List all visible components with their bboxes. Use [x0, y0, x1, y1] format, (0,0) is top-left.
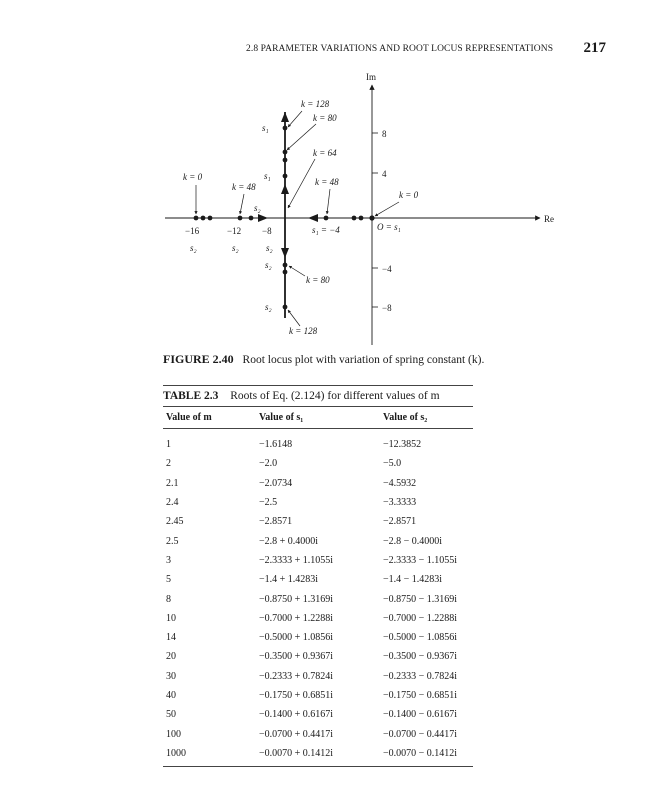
point-k80-top — [283, 150, 288, 155]
label-k48-left: k = 48 — [232, 182, 256, 192]
roots-table-container — [163, 385, 473, 767]
label-k80-top: k = 80 — [313, 113, 337, 123]
header-s1: Value of s₁ — [259, 407, 383, 429]
table-row — [163, 493, 473, 512]
imag-axis-label: Im — [366, 72, 376, 82]
table-title — [163, 385, 473, 406]
s1-value: −2.0 — [259, 458, 278, 470]
header-m: Value of m — [163, 407, 259, 429]
point-re-3 — [208, 216, 213, 221]
figure-caption-text: Root locus plot with variation of spring constant (k). — [242, 354, 485, 366]
leader-k128-bottom — [288, 310, 300, 326]
label-s1-eq: s₁ = −4 — [312, 225, 340, 235]
re-arrow-left — [308, 214, 318, 222]
point-re-1 — [194, 216, 199, 221]
m-value: 2 — [166, 458, 171, 470]
table-row — [163, 551, 473, 570]
table-row — [163, 724, 473, 743]
s1-value: −1.6148 — [259, 439, 293, 451]
label-k80-bottom: k = 80 — [306, 275, 330, 285]
section-title: 2.8 PARAMETER VARIATIONS AND ROOT LOCUS REPRESENTATIONS — [246, 44, 554, 54]
s2-value: −2.8 − 0.4000i — [383, 535, 443, 547]
point-re-7 — [352, 216, 357, 221]
s2-value: −0.1400 − 0.6167i — [383, 709, 458, 721]
roots-table — [163, 406, 473, 767]
m-value: 2.5 — [166, 535, 179, 547]
s2-label-upper: s₂ — [254, 203, 261, 213]
s2-value: −0.8750 − 1.3169i — [383, 593, 458, 605]
s2-label-bottom: s₂ — [265, 302, 272, 312]
table-row — [163, 429, 473, 455]
real-axis-label: Re — [544, 214, 554, 224]
s2-value: −5.0 — [383, 458, 402, 470]
s2-label-left-1: s₂ — [190, 243, 197, 253]
leader-k80-top — [287, 124, 316, 150]
table-row — [163, 744, 473, 767]
label-k48-right: k = 48 — [315, 177, 339, 187]
tick-label-neg16: −16 — [185, 226, 200, 236]
tick-label-4: 4 — [382, 169, 387, 179]
label-k0-left: k = 0 — [183, 172, 203, 182]
page-number: 217 — [583, 40, 606, 56]
point-k128-lower — [283, 305, 288, 310]
m-value: 1 — [166, 439, 171, 451]
table-header-row — [163, 407, 473, 429]
s2-value: −0.5000 − 1.0856i — [383, 632, 458, 644]
point-origin — [369, 215, 374, 220]
point-re-2 — [201, 216, 206, 221]
m-value: 20 — [166, 651, 176, 663]
leader-k64 — [288, 159, 315, 208]
point-k64-upper — [283, 158, 288, 163]
s2-value: −0.2333 − 0.7824i — [383, 670, 458, 682]
table-title-text: Roots of Eq. (2.124) for different values of m — [230, 390, 440, 402]
s2-value: −0.0070 − 0.1412i — [383, 747, 458, 759]
table-row — [163, 589, 473, 608]
leader-k80-bottom — [289, 266, 305, 276]
point-k80-lower — [283, 263, 288, 268]
s1-value: −0.8750 + 1.3169i — [259, 593, 334, 605]
m-value: 2.1 — [166, 477, 179, 489]
root-locus-plot — [0, 0, 645, 345]
s2-label-left-2: s₂ — [232, 243, 239, 253]
table-row — [163, 531, 473, 550]
s1-value: −0.2333 + 0.7824i — [259, 670, 334, 682]
s1-label-top: s₁ — [262, 123, 269, 133]
m-value: 100 — [166, 728, 181, 740]
s1-value: −2.0734 — [259, 477, 293, 489]
m-value: 30 — [166, 670, 176, 682]
s2-value: −0.3500 − 0.9367i — [383, 651, 458, 663]
s1-value: −2.5 — [259, 497, 278, 509]
locus-arrow-down — [281, 248, 289, 258]
label-k0-right: k = 0 — [399, 190, 419, 200]
s2-value: −0.1750 − 0.6851i — [383, 690, 458, 701]
leader-k48-right — [327, 189, 330, 214]
locus-arrow-up — [281, 184, 289, 194]
s2-label-lower: s₂ — [265, 260, 272, 270]
label-origin-eq: O = s₁ — [377, 222, 401, 232]
s2-value: −12.3852 — [383, 439, 422, 451]
table-row — [163, 474, 473, 493]
point-re-8 — [359, 216, 364, 221]
table-row — [163, 454, 473, 473]
point-k80-lower-b — [283, 270, 288, 275]
m-value: 8 — [166, 593, 171, 605]
tick-label-re-neg8: −8 — [262, 226, 272, 236]
leader-k48-left — [240, 194, 244, 214]
s1-value: −0.0700 + 0.4417i — [259, 728, 334, 740]
leader-k0-right — [375, 202, 399, 216]
table-row — [163, 512, 473, 531]
s2-label-left-3: s₂ — [266, 243, 273, 253]
s1-value: −0.1400 + 0.6167i — [259, 709, 334, 721]
tick-label-neg8: −8 — [382, 303, 392, 313]
table-row — [163, 609, 473, 628]
s1-value: −0.1750 + 0.6851i — [259, 690, 334, 701]
s1-value: −2.8571 — [259, 516, 293, 528]
point-re-6 — [324, 216, 329, 221]
s2-value: −1.4 − 1.4283i — [383, 574, 443, 586]
table-row — [163, 705, 473, 724]
figure-caption — [163, 352, 484, 367]
point-re-4 — [238, 216, 243, 221]
m-value: 1000 — [166, 747, 186, 759]
s1-value: −1.4 + 1.4283i — [259, 574, 319, 586]
s1-value: −2.3333 + 1.1055i — [259, 554, 334, 566]
s2-value: −0.0700 − 0.4417i — [383, 728, 458, 740]
tick-label-neg4: −4 — [382, 264, 392, 274]
table-row — [163, 667, 473, 686]
m-value: 10 — [166, 612, 176, 624]
s1-value: −0.5000 + 1.0856i — [259, 632, 334, 644]
s2-value: −0.7000 − 1.2288i — [383, 612, 458, 624]
figure-label: FIGURE 2.40 — [163, 352, 234, 366]
s1-value: −0.7000 + 1.2288i — [259, 612, 334, 624]
label-k64: k = 64 — [313, 148, 337, 158]
header-s2: Value of s₂ — [383, 407, 473, 429]
point-re-5 — [249, 216, 254, 221]
m-value: 14 — [166, 632, 176, 644]
tick-label-8: 8 — [382, 129, 387, 139]
s1-label-mid: s₁ — [264, 171, 271, 181]
tick-label-neg12: −12 — [227, 226, 242, 236]
m-value: 5 — [166, 574, 171, 586]
point-k128-top — [283, 126, 288, 131]
m-value: 3 — [166, 554, 171, 566]
table-label: TABLE 2.3 — [163, 390, 219, 402]
s1-value: −2.8 + 0.4000i — [259, 535, 319, 547]
table-row — [163, 686, 473, 705]
leader-k128-top — [288, 111, 302, 127]
label-k128-top: k = 128 — [301, 99, 330, 109]
m-value: 40 — [166, 690, 176, 701]
label-k128-bottom: k = 128 — [289, 326, 318, 336]
point-k48-upper — [283, 174, 288, 179]
s2-value: −3.3333 — [383, 497, 417, 509]
m-value: 50 — [166, 709, 176, 721]
s2-value: −2.8571 — [383, 516, 417, 528]
locus-arrow-up-top — [281, 112, 289, 122]
table-row — [163, 647, 473, 666]
re-arrow-right — [258, 214, 268, 222]
m-value: 2.45 — [166, 516, 184, 528]
m-value: 2.4 — [166, 497, 179, 509]
table-row — [163, 628, 473, 647]
s2-value: −2.3333 − 1.1055i — [383, 554, 458, 566]
table-body — [163, 429, 473, 767]
s1-value: −0.3500 + 0.9367i — [259, 651, 334, 663]
s1-value: −0.0070 + 0.1412i — [259, 747, 334, 759]
s2-value: −4.5932 — [383, 477, 417, 489]
table-row — [163, 570, 473, 589]
